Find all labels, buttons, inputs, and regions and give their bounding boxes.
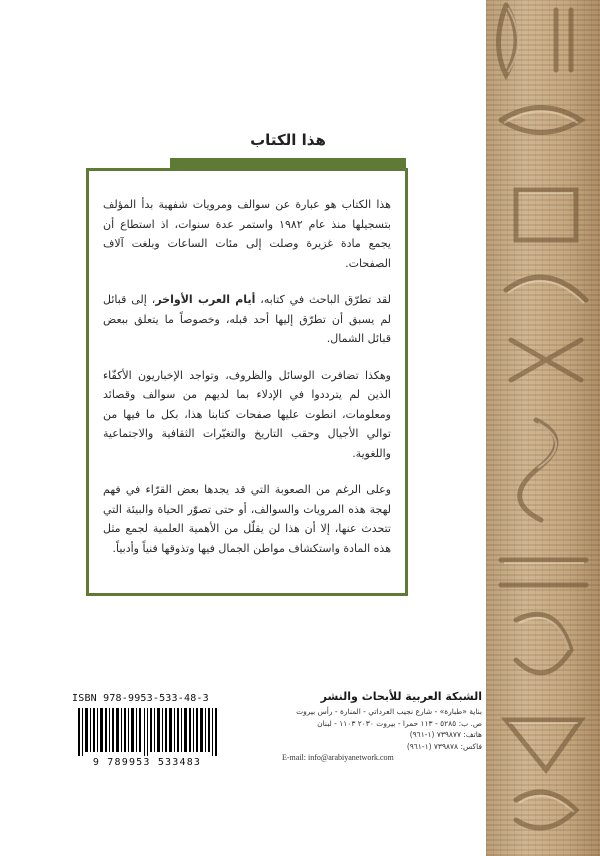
paragraph-2 (103, 290, 391, 349)
publisher-info (282, 690, 482, 764)
description-frame (86, 168, 408, 596)
paragraph-2-before: لقد تطرّق الباحث في كتابه، (255, 293, 391, 306)
barcode-block (72, 693, 222, 768)
stone-relief-image (486, 0, 600, 856)
publisher-name: الشبكة العربية للأبحاث والنشر (320, 690, 482, 703)
paragraph-4: وعلى الرغم من الصعوبة التي قد يجدها بعض القرّاء في فهم لهجة هذه المرويات والسوالف، أو حتى تصوّر الحياة والبيئة التي تتحدث عنها، إلا أن هذا لن يقلّل من الأهمية العلمية لجمع مثل هذه المادة واستكشاف مواطن الجمال فيها وتذوقها فنياً وأدبياً. (103, 483, 391, 555)
barcode-bars (78, 708, 218, 756)
publisher-phone: هاتف: ٧٣٩٨٧٧ (١-٩٦١) (409, 730, 482, 739)
paragraph-2-after: ، إلى قبائل لم يسبق أن تطرّق إليها أحد قبله، وخصوصاً ما يتعلق ببعض قبائل الشمال. (103, 293, 391, 345)
title-accent-bar (170, 158, 406, 168)
book-reference-title: أيام العرب الأواخر (155, 293, 256, 306)
publisher-address: بناية «طبارة» - شارع نجيب العرداتي - المنارة - رأس بيروت (296, 707, 482, 716)
description-text (103, 195, 391, 575)
publisher-fax: فاكس: ٧٣٩٨٧٨ (١-٩٦١) (406, 741, 482, 751)
hieroglyph-carvings (486, 0, 600, 856)
barcode-number: 9 789953 533483 (92, 757, 202, 768)
publisher-pobox: ص. ب: ٥٢٨٥ - ١١٣ حمرا - بيروت ٢٠٣٠ ١١٠٣ - لبنان (317, 718, 482, 728)
publisher-email[interactable]: E-mail: info@arabiyanetwork.com (282, 753, 394, 762)
paragraph-3: وهكذا تضافرت الوسائل والظروف، وتواجد الإخباريون الأكفّاء الذين لم يترددوا في الإدلاء بما لديهم من سوالف وقصائد ومعلومات، انطوت عليها صفحات كتابنا هذا، بكل ما فيها من توالي الأجيال وحقب التاريخ والتغيّرات الثقافية والاجتماعية واللغوية. (103, 368, 391, 460)
paragraph-1: هذا الكتاب هو عبارة عن سوالف ومرويات شفهية بدأ المؤلف بتسجيلها منذ عام ١٩٨٢ واستمر عدة سنوات، اذ استطاع أن يجمع مادة غزيرة وصلت إلى مئات الساعات وبلغت آلاف الصفحات. (103, 198, 391, 270)
page-title: هذا الكتاب (250, 131, 326, 149)
isbn-label: ISBN 978-9953-533-48-3 (72, 693, 209, 704)
